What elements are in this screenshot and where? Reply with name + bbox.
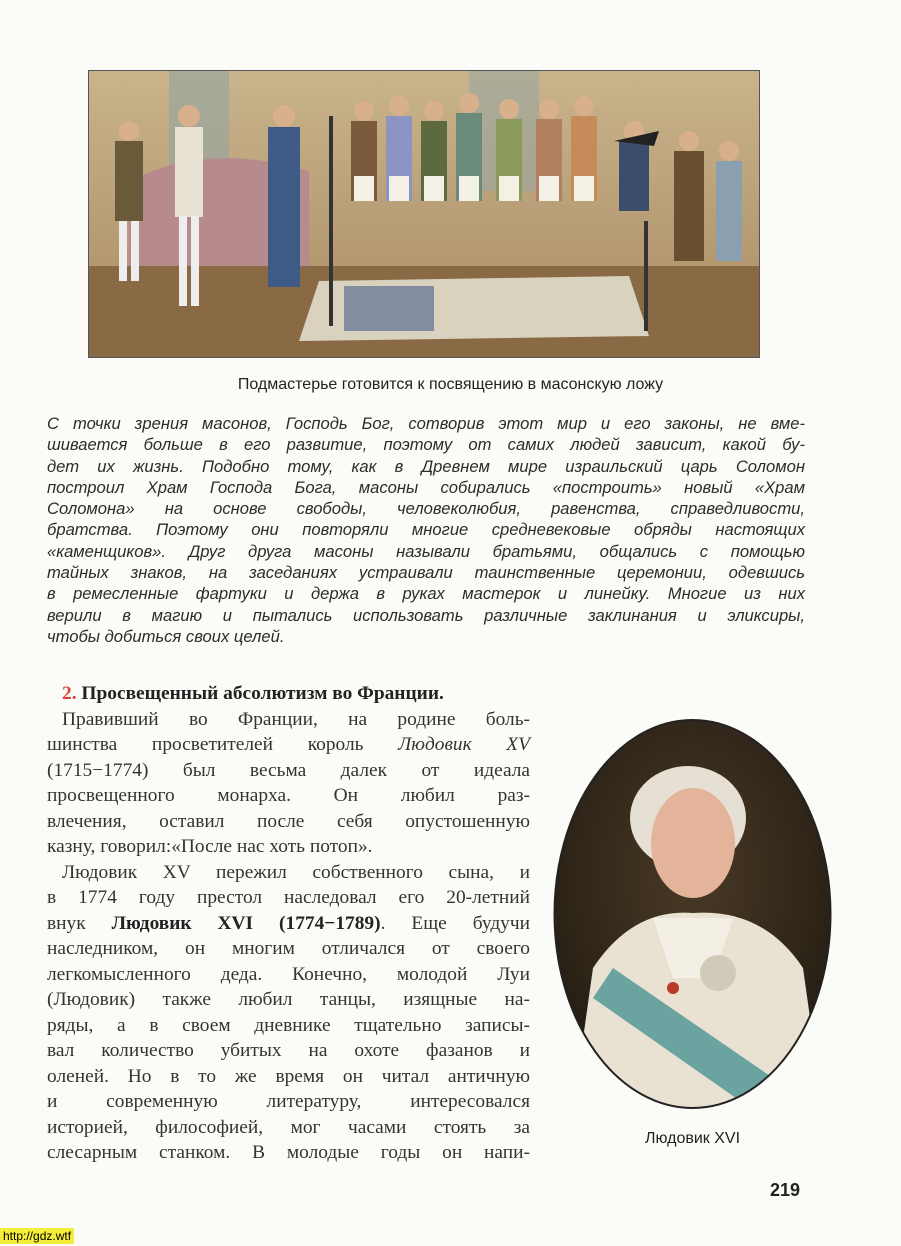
- text-line: шивается больше в его развитие, поэтому от самих людей зависит, какой бу-: [47, 435, 805, 455]
- text-line: дет их жизнь. Подобно тому, как в Древнем мире израильский царь Соломон: [47, 456, 805, 476]
- text-line: [47, 911, 530, 937]
- italic-term: Людовик XV: [398, 734, 531, 755]
- text-line: чтобы добиться своих целей.: [47, 626, 285, 646]
- text-line: (Людовик) также любил танцы, изящные на-: [47, 989, 530, 1010]
- louis-xvi-portrait: [553, 718, 832, 1110]
- text-line: построил Храм Господа Бога, масоны собирались «построить» новый «Храм: [47, 477, 805, 497]
- illustration-caption: Подмастерье готовится к посвящению в масонскую ложу: [237, 376, 664, 393]
- masonic-lodge-illustration: [88, 70, 760, 358]
- text-fragment: шинства просветителей король: [47, 734, 399, 755]
- text-line: легкомысленного деда. Конечно, молодой Луи: [47, 963, 530, 985]
- text-fragment: . Еще будучи: [380, 912, 531, 934]
- text-line: просвещенного монарха. Он любил раз-: [47, 785, 530, 806]
- text-line: [47, 732, 530, 758]
- text-line: «каменщиков». Друг друга масоны называли братьями, общались с помощью: [47, 541, 805, 561]
- text-line: С точки зрения масонов, Господь Бог, сотворив этот мир и его законы, не вме-: [47, 414, 805, 433]
- text-line: ряды, а в своем дневнике тщательно записы-: [47, 1014, 530, 1036]
- page-number: 219: [770, 1180, 801, 1200]
- text-line: наследником, он многим отличался от своего: [47, 938, 530, 959]
- text-line: Правивший во Франции, на родине боль-: [62, 708, 530, 730]
- text-line: (1715−1774) был весьма далек от идеала: [47, 759, 530, 781]
- section-body: [47, 681, 530, 1166]
- text-line: в 1774 году престол наследовал его 20-летний: [47, 887, 530, 908]
- text-fragment: внук: [47, 912, 112, 934]
- section-number: 2.: [62, 683, 77, 704]
- text-line: оленей. Но в то же время он читал античную: [47, 1065, 530, 1087]
- bold-term: Людовик XVI (1774−1789): [111, 912, 381, 934]
- text-line: историей, философией, мог часами стоять за: [47, 1116, 530, 1138]
- text-line: верили в магию и пытались использовать различные заклинания и эликсиры,: [47, 605, 805, 625]
- masons-sidebar-text: [47, 413, 805, 647]
- text-line: Соломона» на основе свободы, человеколюбия, равенства, справедливости,: [47, 499, 805, 519]
- text-line: влечения, оставил после себя опустошенную: [47, 810, 530, 832]
- watermark-link[interactable]: http://gdz.wtf: [0, 1228, 74, 1244]
- portrait-caption: Людовик XVI: [644, 1130, 741, 1147]
- text-line: казну, говорил:«После нас хоть потоп».: [47, 836, 373, 857]
- text-line: в ремесленные фартуки и держа в руках мастерок и линейку. Многие из них: [47, 584, 805, 604]
- text-line: Людовик XV пережил собственного сына, и: [62, 861, 530, 883]
- text-line: и современную литературу, интересовался: [47, 1091, 530, 1112]
- section-heading: [47, 681, 530, 707]
- text-line: вал количество убитых на охоте фазанов и: [47, 1040, 530, 1061]
- text-line: братства. Поэтому они повторяли многие средневековые обряды настоящих: [47, 520, 805, 540]
- text-line: слесарным станком. В молодые годы он напи-: [47, 1142, 530, 1163]
- text-line: тайных знаков, на заседаниях устраивали таинственные церемонии, одевшись: [47, 563, 805, 583]
- section-title: Просвещенный абсолютизм во Франции.: [81, 683, 444, 704]
